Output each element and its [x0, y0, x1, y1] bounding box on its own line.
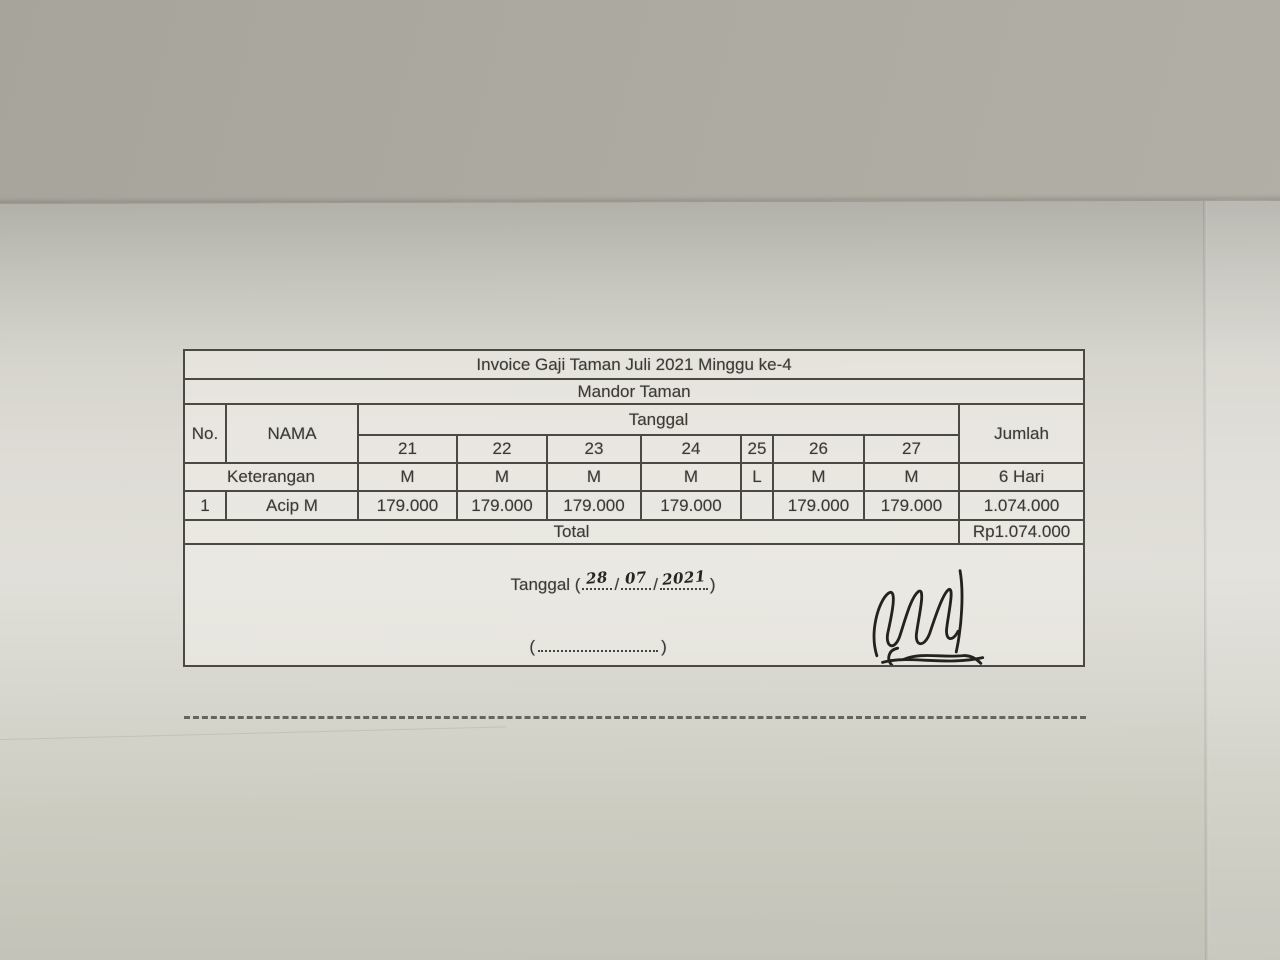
total-label: Total [184, 520, 959, 544]
date-slash: / [653, 575, 658, 594]
sign-open-paren: ( [529, 637, 536, 656]
attendance-mark: M [457, 463, 547, 491]
tanggal-label: Tanggal ( [510, 575, 581, 594]
column-header-nama: NAMA [226, 404, 358, 463]
date-year-field [660, 567, 708, 590]
handwritten-day: 28 [585, 568, 610, 588]
date-slash: / [614, 575, 620, 594]
attendance-mark: M [358, 463, 457, 491]
total-row [184, 520, 1084, 544]
amount-cell: 179.000 [358, 491, 457, 520]
column-header-tanggal: Tanggal [358, 404, 959, 435]
keterangan-label: Keterangan [184, 463, 358, 491]
date-column-header: 23 [547, 435, 641, 463]
date-month-field [621, 568, 651, 590]
worker-name: Acip M [226, 491, 358, 520]
column-header-no: No. [184, 404, 226, 463]
total-value: Rp1.074.000 [959, 520, 1084, 544]
attendance-mark: M [547, 463, 641, 491]
signature-row [184, 544, 1084, 666]
invoice-table [183, 349, 1085, 667]
date-day-field [582, 568, 612, 590]
signature-dotted-field [538, 638, 658, 652]
attendance-mark: M [864, 463, 959, 491]
row-number: 1 [184, 491, 226, 520]
subtitle-row [184, 379, 1084, 404]
paper-fold-highlight [1207, 201, 1280, 960]
date-column-header: 22 [457, 435, 547, 463]
handwritten-month: 07 [624, 568, 648, 588]
date-column-header: 26 [773, 435, 864, 463]
attendance-mark: L [741, 463, 773, 491]
days-total: 6 Hari [959, 463, 1084, 491]
amount-cell: 179.000 [547, 491, 641, 520]
amount-cell [741, 491, 773, 520]
dashed-cut-line [184, 716, 1086, 719]
column-header-jumlah: Jumlah [959, 404, 1084, 463]
attendance-mark: M [773, 463, 864, 491]
amount-cell: 179.000 [864, 491, 959, 520]
invoice-document [183, 349, 1083, 667]
invoice-title: Invoice Gaji Taman Juli 2021 Minggu ke-4 [184, 350, 1084, 379]
keterangan-row [184, 463, 1084, 491]
table-row [184, 491, 1084, 520]
sign-close-paren: ) [661, 637, 667, 656]
signature-area [184, 544, 1084, 666]
signature-line [185, 637, 1083, 657]
invoice-subtitle: Mandor Taman [184, 379, 1084, 404]
amount-cell: 179.000 [773, 491, 864, 520]
date-column-header: 21 [358, 435, 457, 463]
signature-scribble-icon [847, 565, 1005, 666]
date-column-header: 24 [641, 435, 741, 463]
paper-crease [0, 726, 506, 741]
date-column-header: 25 [741, 435, 773, 463]
amount-cell: 179.000 [641, 491, 741, 520]
header-row-main [184, 404, 1084, 435]
tanggal-close-paren: ) [709, 575, 716, 594]
handwritten-year: 2021 [661, 567, 707, 589]
amount-cell: 179.000 [457, 491, 547, 520]
row-total: 1.074.000 [959, 491, 1084, 520]
attendance-mark: M [641, 463, 741, 491]
title-row [184, 350, 1084, 379]
date-column-header: 27 [864, 435, 959, 463]
